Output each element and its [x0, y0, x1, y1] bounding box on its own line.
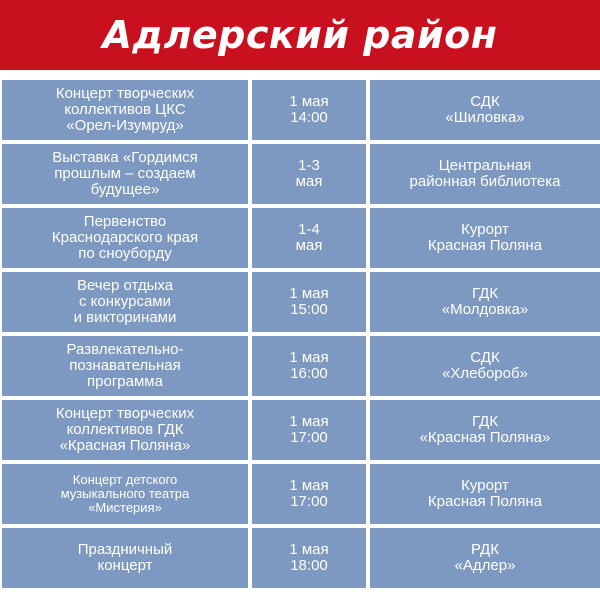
- event-cell: Первенство Краснодарского края по сноуборду: [2, 208, 248, 268]
- page-title: Адлерский район: [102, 13, 498, 57]
- event-cell: Концерт творческих коллективов ГДК «Красная Поляна»: [2, 400, 248, 460]
- date-cell: 1-3 мая: [252, 144, 366, 204]
- date-cell: 1 мая 17:00: [252, 400, 366, 460]
- date-cell: 1 мая 15:00: [252, 272, 366, 332]
- venue-cell: Центральная районная библиотека: [370, 144, 600, 204]
- date-cell: 1 мая 14:00: [252, 80, 366, 140]
- date-cell: 1 мая 16:00: [252, 336, 366, 396]
- event-cell: Концерт детского музыкального театра «Мистерия»: [2, 464, 248, 524]
- table-row: [2, 208, 600, 268]
- venue-cell: СДК «Шиловка»: [370, 80, 600, 140]
- venue-cell: Курорт Красная Поляна: [370, 464, 600, 524]
- event-cell: Вечер отдыха с конкурсами и викторинами: [2, 272, 248, 332]
- event-cell: Выставка «Гордимся прошлым – создаем будущее»: [2, 144, 248, 204]
- table-row: [2, 528, 600, 588]
- venue-cell: РДК «Адлер»: [370, 528, 600, 588]
- table-row: [2, 80, 600, 140]
- date-cell: 1 мая 17:00: [252, 464, 366, 524]
- table-row: [2, 144, 600, 204]
- event-cell: Праздничный концерт: [2, 528, 248, 588]
- date-cell: 1-4 мая: [252, 208, 366, 268]
- date-cell: 1 мая 18:00: [252, 528, 366, 588]
- table-row: [2, 464, 600, 524]
- venue-cell: СДК «Хлебороб»: [370, 336, 600, 396]
- table-row: [2, 336, 600, 396]
- table-row: [2, 272, 600, 332]
- venue-cell: Курорт Красная Поляна: [370, 208, 600, 268]
- venue-cell: ГДК «Молдовка»: [370, 272, 600, 332]
- venue-cell: ГДК «Красная Поляна»: [370, 400, 600, 460]
- table-row: [2, 400, 600, 460]
- header-banner: [0, 0, 600, 70]
- event-cell: Концерт творческих коллективов ЦКС «Орел-Изумруд»: [2, 80, 248, 140]
- event-cell: Развлекательно- познавательная программа: [2, 336, 248, 396]
